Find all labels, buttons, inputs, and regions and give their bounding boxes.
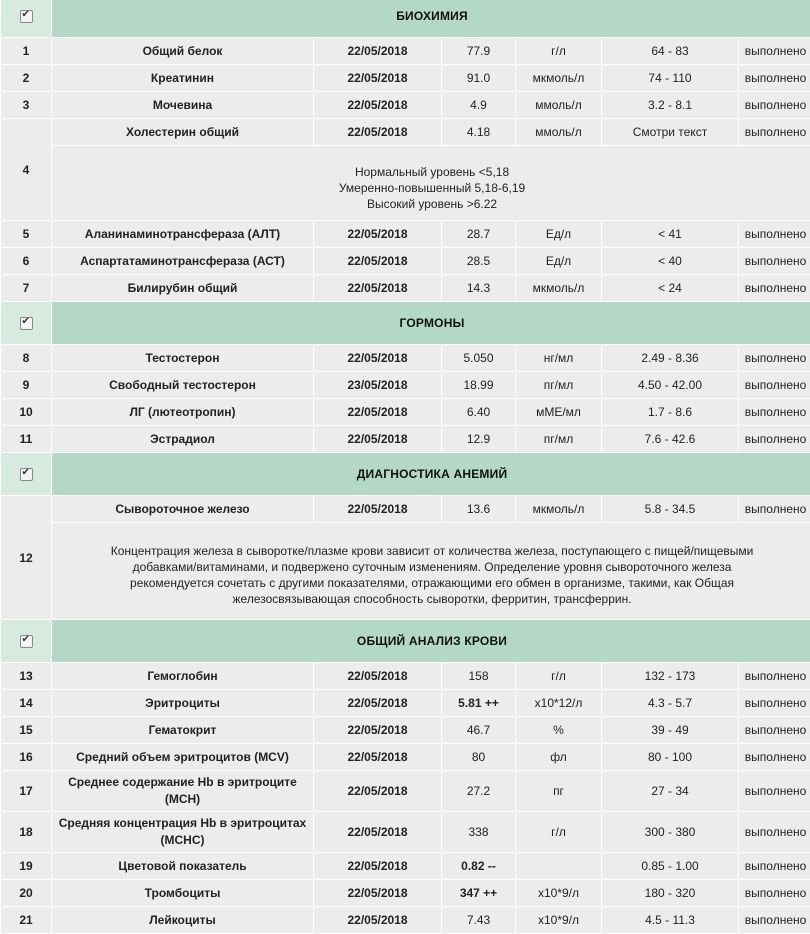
test-value: 338 xyxy=(442,812,516,853)
test-date: 22/05/2018 xyxy=(314,92,442,119)
reference-range: 5.8 - 34.5 xyxy=(602,496,739,523)
row-number: 10 xyxy=(1,399,52,426)
test-value: 6.40 xyxy=(442,399,516,426)
test-unit: мМЕ/мл xyxy=(516,399,602,426)
test-name[interactable]: Билирубин общий xyxy=(52,275,314,302)
section-title: ОБЩИЙ АНАЛИЗ КРОВИ xyxy=(52,620,810,663)
table-row xyxy=(1,372,810,399)
test-value: 4.18 xyxy=(442,119,516,146)
test-note: Концентрация железа в сыворотке/плазме крови зависит от количества железа, поступающего с пищей/пищевыми добавками/витаминами, и подвержено суточным изменениям. Определение уровня сывороточного железа рекомендуется сочетать с другими показателями, отражающими его обмен в организме, такими, как Общая железосвязывающая способность сыворотки, ферритин, трансферрин. xyxy=(52,523,810,620)
test-date: 22/05/2018 xyxy=(314,38,442,65)
row-number: 9 xyxy=(1,372,52,399)
reference-range: 64 - 83 xyxy=(602,38,739,65)
row-number: 8 xyxy=(1,345,52,372)
table-row xyxy=(1,248,810,275)
test-name[interactable]: Холестерин общий xyxy=(52,119,314,146)
reference-range: 80 - 100 xyxy=(602,744,739,771)
test-unit: пг xyxy=(516,771,602,812)
section-checkbox[interactable] xyxy=(1,453,52,496)
test-date: 22/05/2018 xyxy=(314,345,442,372)
row-number: 20 xyxy=(1,880,52,907)
note-line: Умеренно-повышенный 5,18-6,19 xyxy=(339,181,525,195)
reference-range: 300 - 380 xyxy=(602,812,739,853)
test-date: 22/05/2018 xyxy=(314,496,442,523)
test-name[interactable]: Гематокрит xyxy=(52,717,314,744)
row-number: 14 xyxy=(1,690,52,717)
test-status: выполнено xyxy=(739,907,810,934)
test-value: 77.9 xyxy=(442,38,516,65)
table-row xyxy=(1,496,810,523)
test-unit: Ед/л xyxy=(516,221,602,248)
row-number: 12 xyxy=(1,496,52,620)
section-title: БИОХИМИЯ xyxy=(52,0,810,38)
test-date: 22/05/2018 xyxy=(314,663,442,690)
test-value: 4.9 xyxy=(442,92,516,119)
row-number: 7 xyxy=(1,275,52,302)
table-row xyxy=(1,853,810,880)
reference-range: 0.85 - 1.00 xyxy=(602,853,739,880)
test-date: 22/05/2018 xyxy=(314,221,442,248)
test-unit: фл xyxy=(516,744,602,771)
row-number: 15 xyxy=(1,717,52,744)
test-value: 13.6 xyxy=(442,496,516,523)
test-date: 22/05/2018 xyxy=(314,690,442,717)
row-number: 11 xyxy=(1,426,52,453)
test-status: выполнено xyxy=(739,771,810,812)
row-number: 21 xyxy=(1,907,52,934)
test-note xyxy=(52,146,810,221)
test-value: 14.3 xyxy=(442,275,516,302)
table-row xyxy=(1,275,810,302)
table-row xyxy=(1,907,810,934)
checkbox-icon[interactable] xyxy=(20,317,33,330)
test-name[interactable]: Эритроциты xyxy=(52,690,314,717)
row-number: 18 xyxy=(1,812,52,853)
table-row xyxy=(1,426,810,453)
test-unit: пг/мл xyxy=(516,426,602,453)
test-status: выполнено xyxy=(739,372,810,399)
test-status: выполнено xyxy=(739,399,810,426)
test-status: выполнено xyxy=(739,65,810,92)
note-row xyxy=(1,523,810,620)
note-line: Высокий уровень >6.22 xyxy=(367,197,497,211)
test-value: 27.2 xyxy=(442,771,516,812)
table-row xyxy=(1,663,810,690)
row-number: 2 xyxy=(1,65,52,92)
test-status: выполнено xyxy=(739,345,810,372)
test-date: 22/05/2018 xyxy=(314,880,442,907)
table-row xyxy=(1,690,810,717)
test-date: 22/05/2018 xyxy=(314,275,442,302)
test-name[interactable]: Общий белок xyxy=(52,38,314,65)
row-number: 4 xyxy=(1,119,52,221)
test-date: 23/05/2018 xyxy=(314,372,442,399)
table-row xyxy=(1,771,810,812)
test-status: выполнено xyxy=(739,880,810,907)
test-status: выполнено xyxy=(739,853,810,880)
test-unit: пг/мл xyxy=(516,372,602,399)
test-unit: Ед/л xyxy=(516,248,602,275)
test-date: 22/05/2018 xyxy=(314,744,442,771)
row-number: 3 xyxy=(1,92,52,119)
reference-range: 7.6 - 42.6 xyxy=(602,426,739,453)
test-name[interactable]: Мочевина xyxy=(52,92,314,119)
test-status: выполнено xyxy=(739,426,810,453)
section-checkbox[interactable] xyxy=(1,302,52,345)
reference-range: 4.50 - 42.00 xyxy=(602,372,739,399)
test-value: 28.5 xyxy=(442,248,516,275)
test-unit: % xyxy=(516,717,602,744)
test-name[interactable]: Тестостерон xyxy=(52,345,314,372)
section-header-hormones xyxy=(1,302,810,345)
reference-range: 2.49 - 8.36 xyxy=(602,345,739,372)
test-unit: x10*12/л xyxy=(516,690,602,717)
test-unit: г/л xyxy=(516,663,602,690)
test-name[interactable]: Среднее содержание Hb в эритроците (MCH) xyxy=(52,771,314,812)
test-unit: ммоль/л xyxy=(516,119,602,146)
test-name[interactable]: Лейкоциты xyxy=(52,907,314,934)
test-status: выполнено xyxy=(739,496,810,523)
test-unit: мкмоль/л xyxy=(516,65,602,92)
test-date: 22/05/2018 xyxy=(314,812,442,853)
section-header-anemia xyxy=(1,453,810,496)
test-date: 22/05/2018 xyxy=(314,907,442,934)
test-name[interactable]: Свободный тестостерон xyxy=(52,372,314,399)
test-value: 12.9 xyxy=(442,426,516,453)
test-value: 18.99 xyxy=(442,372,516,399)
test-status: выполнено xyxy=(739,663,810,690)
test-unit: нг/мл xyxy=(516,345,602,372)
test-name[interactable]: Аланинаминотрансфераза (АЛТ) xyxy=(52,221,314,248)
table-row xyxy=(1,880,810,907)
table-row xyxy=(1,65,810,92)
reference-range: 4.5 - 11.3 xyxy=(602,907,739,934)
test-value: 46.7 xyxy=(442,717,516,744)
test-value: 28.7 xyxy=(442,221,516,248)
test-name[interactable]: Цветовой показатель xyxy=(52,853,314,880)
reference-range: 27 - 34 xyxy=(602,771,739,812)
test-status: выполнено xyxy=(739,248,810,275)
test-name[interactable]: Сывороточное железо xyxy=(52,496,314,523)
reference-range: 132 - 173 xyxy=(602,663,739,690)
test-date: 22/05/2018 xyxy=(314,853,442,880)
row-number: 17 xyxy=(1,771,52,812)
test-name[interactable]: Тромбоциты xyxy=(52,880,314,907)
test-value: 91.0 xyxy=(442,65,516,92)
reference-range: 3.2 - 8.1 xyxy=(602,92,739,119)
test-name[interactable]: Средняя концентрация Hb в эритроцитах (MCHC) xyxy=(52,812,314,853)
test-unit: мкмоль/л xyxy=(516,275,602,302)
reference-range: < 41 xyxy=(602,221,739,248)
test-value: 5.050 xyxy=(442,345,516,372)
checkbox-icon[interactable] xyxy=(20,10,33,23)
test-name[interactable]: Гемоглобин xyxy=(52,663,314,690)
checkbox-icon[interactable] xyxy=(20,635,33,648)
test-name[interactable]: Аспартатаминотрансфераза (АСТ) xyxy=(52,248,314,275)
test-date: 22/05/2018 xyxy=(314,771,442,812)
test-date: 22/05/2018 xyxy=(314,119,442,146)
section-header-cbc xyxy=(1,620,810,663)
test-status: выполнено xyxy=(739,812,810,853)
table-row xyxy=(1,399,810,426)
row-number: 16 xyxy=(1,744,52,771)
table-row xyxy=(1,812,810,853)
test-name[interactable]: Эстрадиол xyxy=(52,426,314,453)
test-unit: г/л xyxy=(516,812,602,853)
test-status: выполнено xyxy=(739,717,810,744)
reference-range: 1.7 - 8.6 xyxy=(602,399,739,426)
test-date: 22/05/2018 xyxy=(314,248,442,275)
section-title: ГОРМОНЫ xyxy=(52,302,810,345)
reference-range: 74 - 110 xyxy=(602,65,739,92)
reference-range: 180 - 320 xyxy=(602,880,739,907)
test-status: выполнено xyxy=(739,38,810,65)
section-title: ДИАГНОСТИКА АНЕМИЙ xyxy=(52,453,810,496)
test-status: выполнено xyxy=(739,92,810,119)
section-header-biochemistry xyxy=(1,0,810,38)
test-value: 80 xyxy=(442,744,516,771)
reference-range: < 40 xyxy=(602,248,739,275)
note-row xyxy=(1,146,810,221)
test-status: выполнено xyxy=(739,690,810,717)
row-number: 13 xyxy=(1,663,52,690)
table-row xyxy=(1,221,810,248)
test-status: выполнено xyxy=(739,275,810,302)
section-checkbox[interactable] xyxy=(1,620,52,663)
section-checkbox[interactable] xyxy=(1,0,52,38)
test-name[interactable]: Креатинин xyxy=(52,65,314,92)
test-status: выполнено xyxy=(739,119,810,146)
reference-range: 39 - 49 xyxy=(602,717,739,744)
test-name[interactable]: Средний объем эритроцитов (MCV) xyxy=(52,744,314,771)
test-value: 347 ++ xyxy=(442,880,516,907)
row-number: 5 xyxy=(1,221,52,248)
test-unit xyxy=(516,853,602,880)
row-number: 19 xyxy=(1,853,52,880)
row-number: 6 xyxy=(1,248,52,275)
table-row xyxy=(1,345,810,372)
reference-range: 4.3 - 5.7 xyxy=(602,690,739,717)
test-unit: г/л xyxy=(516,38,602,65)
test-unit: мкмоль/л xyxy=(516,496,602,523)
table-row xyxy=(1,717,810,744)
table-row xyxy=(1,744,810,771)
test-value: 0.82 -- xyxy=(442,853,516,880)
table-row xyxy=(1,92,810,119)
reference-range: Смотри текст xyxy=(602,119,739,146)
test-status: выполнено xyxy=(739,744,810,771)
test-unit: x10*9/л xyxy=(516,907,602,934)
checkbox-icon[interactable] xyxy=(20,468,33,481)
test-status: выполнено xyxy=(739,221,810,248)
table-row xyxy=(1,119,810,146)
test-name[interactable]: ЛГ (лютеотропин) xyxy=(52,399,314,426)
row-number: 1 xyxy=(1,38,52,65)
table-row xyxy=(1,38,810,65)
test-date: 22/05/2018 xyxy=(314,426,442,453)
test-date: 22/05/2018 xyxy=(314,399,442,426)
test-date: 22/05/2018 xyxy=(314,717,442,744)
test-unit: x10*9/л xyxy=(516,880,602,907)
test-date: 22/05/2018 xyxy=(314,65,442,92)
test-value: 158 xyxy=(442,663,516,690)
test-unit: ммоль/л xyxy=(516,92,602,119)
reference-range: < 24 xyxy=(602,275,739,302)
note-line: Нормальный уровень <5,18 xyxy=(355,165,509,179)
test-value: 5.81 ++ xyxy=(442,690,516,717)
test-value: 7.43 xyxy=(442,907,516,934)
